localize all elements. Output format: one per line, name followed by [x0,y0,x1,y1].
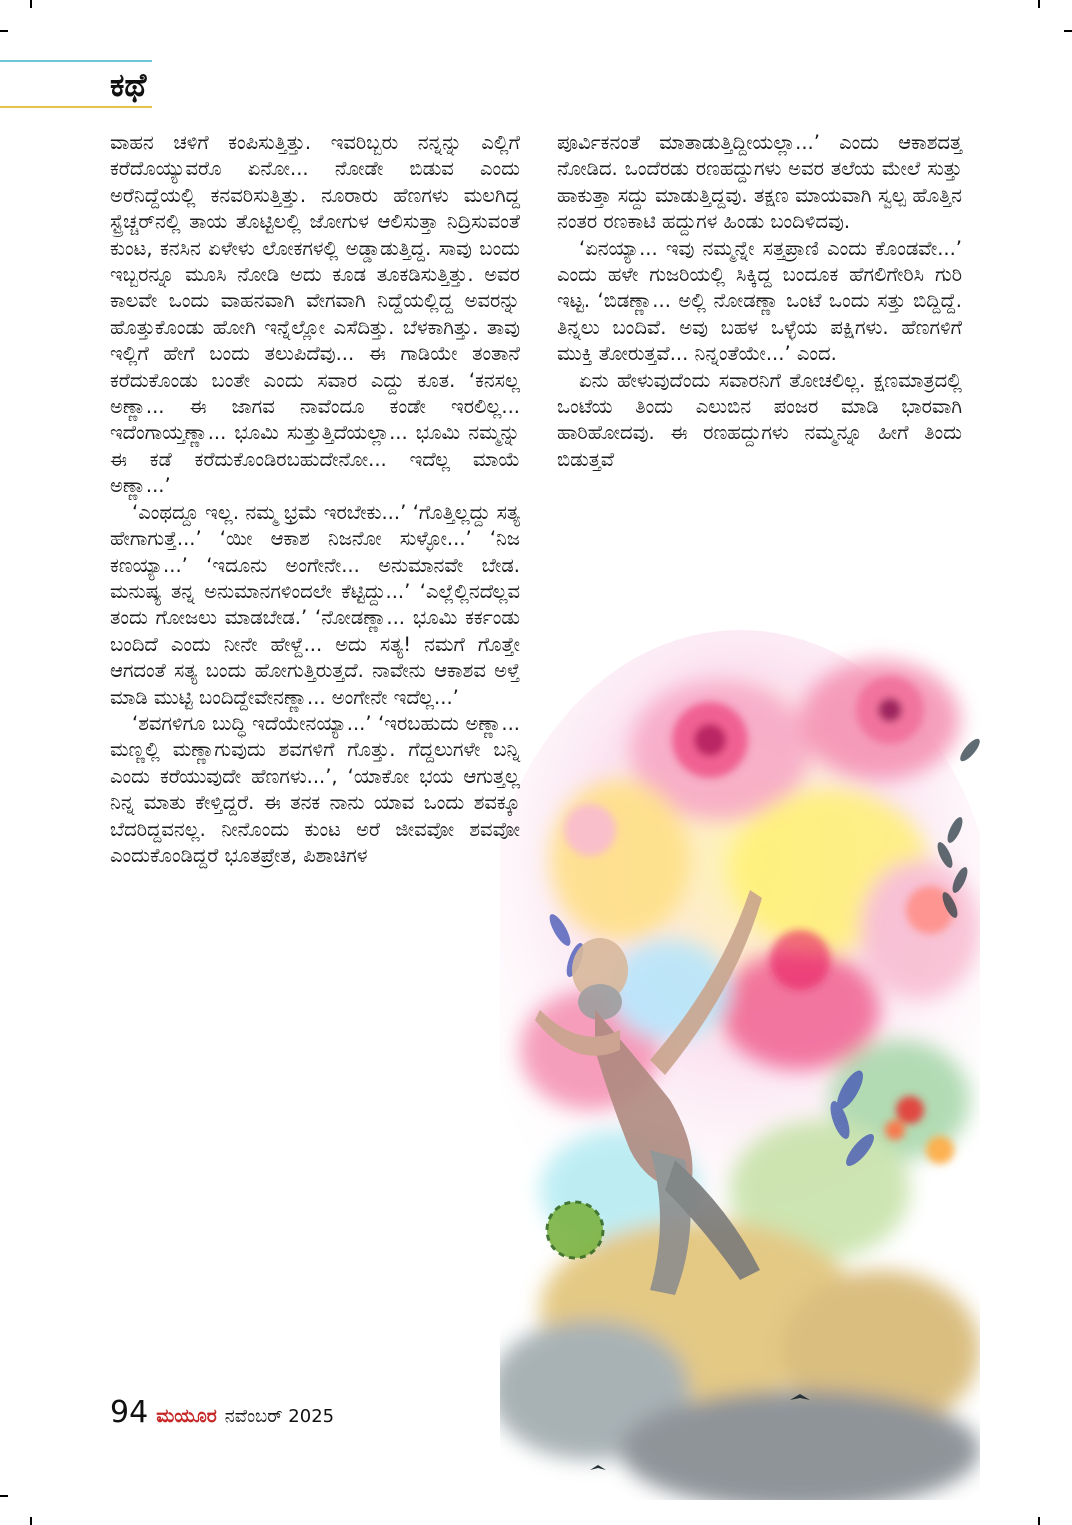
paragraph: ‘ಶವಗಳಿಗೂ ಬುದ್ಧಿ ಇದೆಯೇನಯ್ಯಾ...’ ‘ಇರಬಹುದು ಅಣ್ಣಾ... ಮಣ್ಣಲ್ಲಿ ಮಣ್ಣಾಗುವುದು ಶವಗಳಿಗೆ ಗೊತ್ತು. ಗೆದ್ದಲುಗಳೇ ಬನ್ನಿ ಎಂದು ಕರೆಯುವುದೇ ಹೆಣಗಳು...’, ‘ಯಾಕೋ ಭಯ ಆಗುತ್ತಲ್ಲ ನಿನ್ನ ಮಾತು ಕೇಳ್ತಿದ್ದರೆ. ಈ ತನಕ ನಾನು ಯಾವ ಒಂದು ಶವಕ್ಕೂ ಬೆದರಿದ್ದವನಲ್ಲ. ನೀನೊಂದು ಕುಂಟ ಅರೆ ಜೀವವೋ ಶವವೋ ಎಂದುಕೊಂಡಿದ್ದರೆ ಭೂತಪ್ರೇತ, ಪಿಶಾಚಿಗಳ [110,711,520,867]
story-illustration [500,630,980,1500]
crop-mark [1064,30,1072,32]
page-footer [110,1395,334,1430]
section-label: ಕಥೆ [110,66,147,104]
crop-mark [0,1495,8,1497]
paragraph: ಏನು ಹೇಳುವುದೆಂದು ಸವಾರನಿಗೆ ತೋಚಲಿಲ್ಲ. ಕ್ಷಣಮಾತ್ರದಲ್ಲಿ ಒಂಟೆಯ ತಿಂದು ಎಲುಬಿನ ಪಂಜರ ಮಾಡಿ ಭಾರವಾಗಿ ಹಾರಿಹೋದವು. ಈ ರಣಹದ್ದುಗಳು ನಮ್ಮನ್ನೂ ಹೀಗೆ ತಿಂದು ಬಿಡುತ್ತವೆ [557,368,962,471]
crop-mark [30,1517,32,1525]
issue-date: ನವೆಂಬರ್ 2025 [224,1406,335,1427]
paragraph: ವಾಹನ ಚಳಿಗೆ ಕಂಪಿಸುತ್ತಿತ್ತು. ಇವರಿಬ್ಬರು ನನ್ನನ್ನು ಎಲ್ಲಿಗೆ ಕರೆದೊಯ್ಯುವರೊ ಏನೋ... ನೋಡೇ ಬಿಡುವ ಎಂದು ಅರೆನಿದ್ದೆಯಲ್ಲಿ ಕನವರಿಸುತ್ತಿತ್ತು. ನೂರಾರು ಹೆಣಗಳು ಮಲಗಿದ್ದ ಸ್ಟ್ರೆಚ್ಚರ್‌ನಲ್ಲಿ ತಾಯ ತೊಟ್ಟಿಲಲ್ಲಿ ಜೋಗುಳ ಆಲಿಸುತ್ತಾ ನಿದ್ರಿಸುವಂತೆ ಕುಂಟ, ಕನಸಿನ ಏಳೇಳು ಲೋಕಗಳಲ್ಲಿ ಅಡ್ಡಾಡುತ್ತಿದ್ದ. ಸಾವು ಬಂದು ಇಬ್ಬರನ್ನೂ ಮೂಸಿ ನೋಡಿ ಅದು ಕೂಡ ತೂಕಡಿಸುತ್ತಿತ್ತು. ಅವರ ಕಾಲವೇ ಒಂದು ವಾಹನವಾಗಿ ವೇಗವಾಗಿ ನಿದ್ದೆಯಲ್ಲಿದ್ದ ಅವರನ್ನು ಹೊತ್ತುಕೊಂಡು ಹೋಗಿ ಇನ್ನೆಲ್ಲೋ ಎಸೆದಿತ್ತು. ಬೆಳಕಾಗಿತ್ತು. ತಾವು ಇಲ್ಲಿಗೆ ಹೇಗೆ ಬಂದು ತಲುಪಿದೆವು... ಈ ಗಾಡಿಯೇ ತಂತಾನೆ ಕರೆದುಕೊಂಡು ಬಂತೇ ಎಂದು ಸವಾರ ಎದ್ದು ಕೂತ. ‘ಕನಸಲ್ಲ ಅಣ್ಣಾ... ಈ ಜಾಗವ ನಾವೆಂದೂ ಕಂಡೇ ಇರಲಿಲ್ಲ... ಇದೆಂಗಾಯ್ತಣ್ಣಾ... ಭೂಮಿ ಸುತ್ತುತ್ತಿದೆಯಲ್ಲಾ... ಭೂಮಿ ನಮ್ಮನ್ನು ಈ ಕಡೆ ಕರೆದುಕೊಂಡಿರಬಹುದೇನೋ... ಇದೆಲ್ಲ ಮಾಯೆ ಅಣ್ಣಾ...’ [110,131,520,498]
crop-mark [1038,0,1040,8]
article-column-left [110,130,520,1400]
paragraph: ‘ಏನಯ್ಯಾ... ಇವು ನಮ್ಮನ್ನೇ ಸತ್ತಪ್ರಾಣಿ ಎಂದು ಕೊಂಡವೇ...’ ಎಂದು ಹಳೇ ಗುಜರಿಯಲ್ಲಿ ಸಿಕ್ಕಿದ್ದ ಬಂದೂಕ ಹೆಗಲಿಗೇರಿಸಿ ಗುರಿ ಇಟ್ಟ. ‘ಬಿಡಣ್ಣಾ... ಅಲ್ಲಿ ನೋಡಣ್ಣಾ ಒಂಟೆ ಒಂದು ಸತ್ತು ಬಿದ್ದಿದ್ದೆ. ತಿನ್ನಲು ಬಂದಿವೆ. ಅವು ಬಹಳ ಒಳ್ಳೆಯ ಪಕ್ಷಿಗಳು. ಹೆಣಗಳಿಗೆ ಮುಕ್ತಿ ತೋರುತ್ತವೆ... ನಿನ್ನಂತೆಯೇ...’ ಎಂದ. [557,236,962,366]
header-rule-top [0,60,152,62]
header-rule-bottom [0,106,152,108]
paragraph: ‘ಎಂಥದ್ದೂ ಇಲ್ಲ. ನಮ್ಮ ಭ್ರಮೆ ಇರಬೇಕು...’ ‘ಗೊತ್ತಿಲ್ಲದ್ದು ಸತ್ಯ ಹೇಗಾಗುತ್ತೆ...’ ‘ಯೀ ಆಕಾಶ ನಿಜನೋ ಸುಳ್ಳೋ...’ ‘ನಿಜ ಕಣಯ್ಯಾ...’ ‘ಇದೂನು ಅಂಗೇನೇ... ಅನುಮಾನವೇ ಬೇಡ. ಮನುಷ್ಯ ತನ್ನ ಅನುಮಾನಗಳಿಂದಲೇ ಕೆಟ್ಟಿದ್ದು...’ ‘ಎಲ್ಲೆಲ್ಲಿನದೆಲ್ಲವ ತಂದು ಗೋಜಲು ಮಾಡಬೇಡ.’ ‘ನೋಡಣ್ಣಾ... ಭೂಮಿ ಕರ್ಕಂಡು ಬಂದಿದೆ ಎಂದು ನೀನೇ ಹೇಳ್ದೆ... ಅದು ಸತ್ಯ! ನಮಗೆ ಗೊತ್ತೇ ಆಗದಂತೆ ಸತ್ಯ ಬಂದು ಹೋಗುತ್ತಿರುತ್ತದೆ. ನಾವೇನು ಆಕಾಶವ ಅಳ್ತೆ ಮಾಡಿ ಮುಟ್ಟಿ ಬಂದಿದ್ದೇವೇನಣ್ಣಾ... ಅಂಗೇನೇ ಇದೆಲ್ಲ...’ [110,500,520,709]
article-column-right [557,130,962,640]
page-number: 94 [110,1395,149,1430]
crop-mark [0,30,8,32]
crop-mark [1038,1517,1040,1525]
paragraph: ಪೂರ್ವಿಕನಂತೆ ಮಾತಾಡುತ್ತಿದ್ದೀಯಲ್ಲಾ...’ ಎಂದು ಆಕಾಶದತ್ತ ನೋಡಿದ. ಒಂದೆರಡು ರಣಹದ್ದುಗಳು ಅವರ ತಲೆಯ ಮೇಲೆ ಸುತ್ತು ಹಾಕುತ್ತಾ ಸದ್ದು ಮಾಡುತ್ತಿದ್ದವು. ತಕ್ಷಣ ಮಾಯವಾಗಿ ಸ್ವಲ್ಪ ಹೊತ್ತಿನ ನಂತರ ರಣಕಾಟಿ ಹದ್ದುಗಳ ಹಿಂಡು ಬಂದಿಳಿದವು. [557,131,962,234]
crop-mark [30,0,32,8]
magazine-logo: ಮಯೂರ [156,1405,217,1427]
